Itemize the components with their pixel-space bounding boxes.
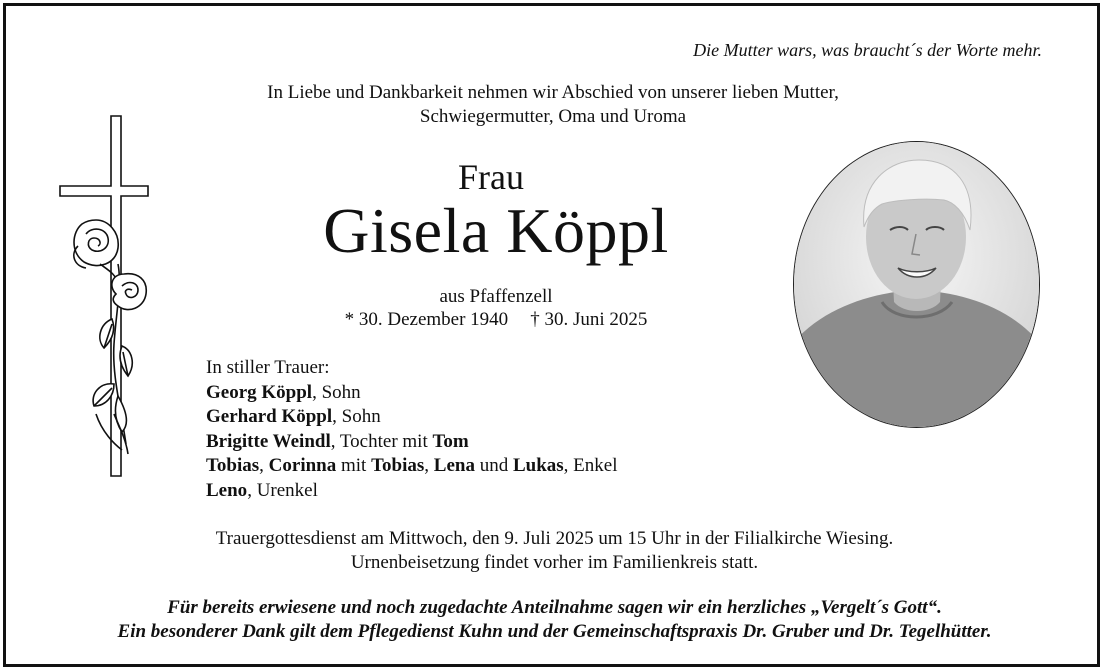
mourner-name: Tobias: [206, 455, 260, 476]
mourner-name: Tobias: [371, 455, 425, 476]
birth-date: * 30. Dezember 1940: [344, 309, 509, 330]
mourner-name: Georg Köppl: [206, 381, 313, 403]
intro-text: [6, 81, 1103, 129]
mourner-lines: [206, 381, 617, 504]
mourners-list: [206, 356, 617, 503]
service-info: [6, 527, 1103, 575]
mourners-heading: In stiller Trauer:: [206, 357, 330, 378]
mourner-name: Leno: [206, 479, 248, 501]
mourner-line: [206, 381, 617, 406]
service-line-2: Urnenbeisetzung findet vorher im Familienkreis statt.: [350, 552, 759, 573]
mourner-line: [206, 479, 617, 504]
mourner-relation: , Sohn: [312, 381, 361, 403]
mourner-relation: , Enkel: [563, 455, 618, 476]
cross-with-roses-icon: [56, 114, 156, 486]
portrait-photo: [793, 141, 1040, 428]
intro-line-1: In Liebe und Dankbarkeit nehmen wir Abschied von unserer lieben Mutter,: [267, 82, 839, 103]
mourner-relation: und: [474, 455, 513, 476]
mourner-name: Tom: [432, 430, 469, 452]
mourner-name: Lena: [433, 455, 475, 476]
mourner-relation: ,: [424, 455, 434, 476]
origin: aus Pfaffenzell: [439, 286, 553, 307]
mourner-name: Lukas: [512, 455, 564, 476]
mourner-name: Corinna: [268, 455, 337, 476]
obituary-card: [3, 3, 1100, 667]
mourner-name: Gerhard Köppl: [206, 406, 333, 427]
deceased-name: Gisela Köppl: [323, 195, 669, 266]
mourner-relation: , Tochter mit: [330, 430, 433, 452]
death-date: † 30. Juni 2025: [530, 309, 648, 330]
mourner-relation: , Urenkel: [247, 479, 318, 501]
mourner-line: [206, 405, 617, 430]
thanks-line-1: Für bereits erwiesene und noch zugedachte Anteilnahme sagen wir ein herzliches „Vergelt´s Gott“.: [167, 597, 942, 618]
intro-line-2: Schwiegermutter, Oma und Uroma: [419, 106, 687, 127]
service-line-1: Trauergottesdienst am Mittwoch, den 9. Juli 2025 um 15 Uhr in der Filialkirche Wiesing.: [215, 528, 894, 549]
life-dates: [306, 309, 686, 331]
mourner-name: Brigitte Weindl: [206, 430, 331, 452]
mourner-relation: ,: [259, 455, 269, 476]
mourner-line: [206, 430, 617, 455]
thanks-note: [6, 596, 1103, 644]
motto: Die Mutter wars, was braucht´s der Worte mehr.: [693, 40, 1042, 60]
title-frau: Frau: [458, 157, 524, 197]
mourner-line: [206, 454, 617, 479]
thanks-line-2: Ein besonderer Dank gilt dem Pflegedienst Kuhn und der Gemeinschaftspraxis Dr. Gruber und Dr. Tegelhütter.: [117, 621, 992, 642]
mourner-relation: mit: [336, 455, 372, 476]
mourner-relation: , Sohn: [332, 406, 381, 427]
